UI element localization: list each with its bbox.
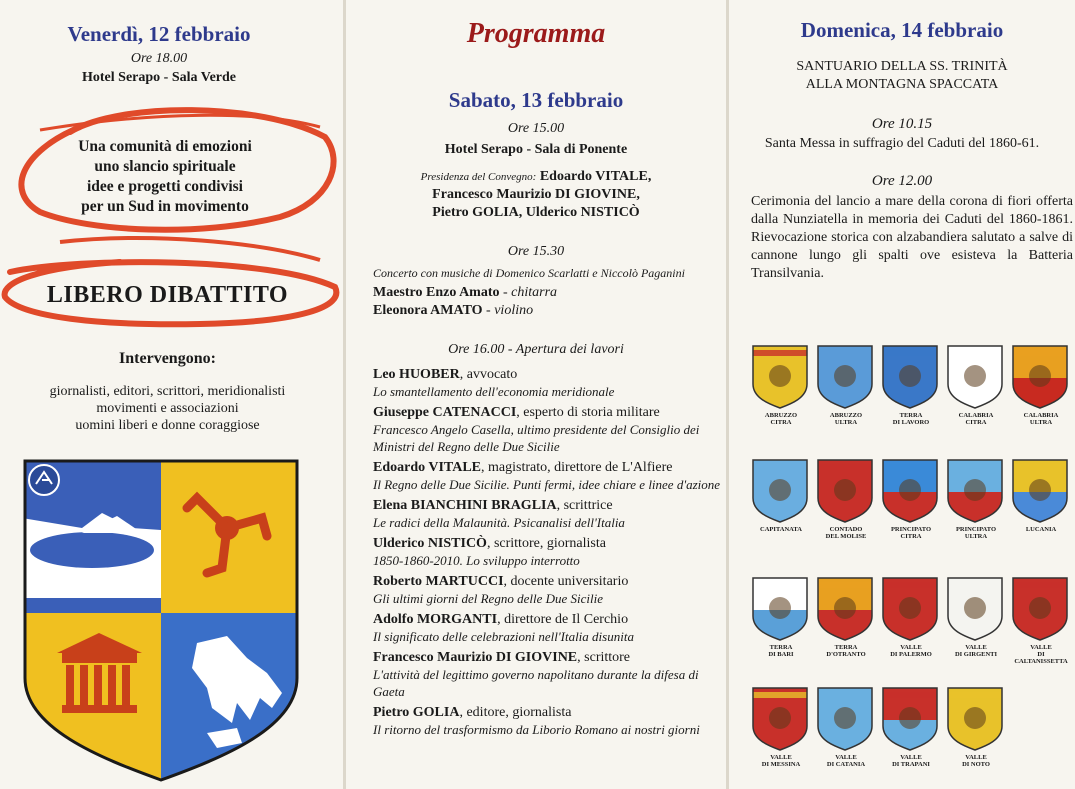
- speaker-entry: [373, 497, 723, 531]
- speaker-role: , magistrato, direttore de L'Alfiere: [481, 460, 673, 475]
- crest-label: CAPITANATA: [760, 526, 802, 533]
- speaker-name: Roberto MARTUCCI: [373, 574, 504, 589]
- mass-time: Ore 10.15: [871, 116, 933, 132]
- crest-label: TERRA DI LAVORO: [892, 412, 930, 426]
- friday-venue: Hotel Serapo - Sala Verde: [82, 70, 236, 85]
- speakers-heading: Intervengono:: [119, 350, 216, 367]
- crest-shield-icon: [946, 576, 1004, 642]
- concert-time: Ore 15.30: [507, 244, 565, 259]
- crest-label: TERRA D'OTRANTO: [826, 644, 866, 658]
- sunday-heading: Domenica, 14 febbraio: [800, 18, 1004, 42]
- crest-shield-icon: [946, 458, 1004, 524]
- speaker-topic: Francesco Angelo Casella, ultimo presidente del Consiglio dei Ministri del Regno delle Due Sicilie: [373, 422, 700, 454]
- speaker-entry: [373, 649, 723, 700]
- speaker-topic: Lo smantellamento dell'economia meridionale: [373, 384, 615, 399]
- speaker-role: , editore, giornalista: [459, 705, 572, 720]
- province-crest: [946, 686, 1006, 776]
- speaker-entry: [373, 573, 723, 607]
- crest-shield-icon: [751, 344, 809, 410]
- province-crest: [1011, 576, 1071, 666]
- crest-shield-icon: [1011, 344, 1069, 410]
- crest-label: PRINCIPATO CITRA: [890, 526, 932, 540]
- presidency: [346, 168, 726, 222]
- crest-label: CONTADO DEL MOLISE: [825, 526, 867, 540]
- speaker-role: , scrittore: [577, 650, 631, 665]
- saturday-venue: Hotel Serapo - Sala di Ponente: [444, 142, 628, 157]
- crest-shield-icon: [751, 686, 809, 752]
- province-crest: [946, 344, 1006, 434]
- crest-label: VALLE DI MESSINA: [761, 754, 801, 768]
- crest-label: VALLE DI CATANIA: [826, 754, 866, 768]
- province-crest: [881, 458, 941, 548]
- province-crest: [751, 344, 811, 434]
- speakers-text: [0, 383, 335, 434]
- musician-role: violino: [494, 303, 534, 318]
- crest-shield-icon: [751, 576, 809, 642]
- speaker-entry: [373, 404, 723, 455]
- crest-shield-icon: [881, 458, 939, 524]
- crest-shield-icon: [946, 686, 1004, 752]
- speaker-topic: Le radici della Malaunità. Psicanalisi dell'Italia: [373, 515, 625, 530]
- crest-label: VALLE DI CALTANISSETTA: [1014, 644, 1068, 665]
- sanctuary-line: ALLA MONTAGNA SPACCATA: [805, 77, 999, 92]
- speaker-name: Francesco Maurizio DI GIOVINE: [373, 650, 578, 665]
- presidency-name: Pietro GOLIA, Ulderico NISTICÒ: [432, 205, 640, 220]
- motto-line: uno slancio spirituale: [94, 158, 236, 175]
- speaker-role: , scrittore, giornalista: [486, 536, 606, 551]
- speaker-role: , avvocato: [459, 367, 518, 382]
- crest-label: VALLE DI NOTO: [962, 754, 990, 768]
- crest-label: VALLE DI PALERMO: [890, 644, 932, 658]
- speakers-line: uomini liberi e donne coraggiose: [75, 418, 260, 433]
- province-crest: [816, 344, 876, 434]
- right-panel: [729, 0, 1075, 789]
- speaker-name: Ulderico NISTICÒ: [373, 536, 487, 551]
- presidency-label: Presidenza del Convegno:: [420, 171, 537, 183]
- musician-role: chitarra: [511, 285, 558, 300]
- opening-line: Ore 16.00 - Apertura dei lavori: [448, 342, 624, 357]
- crest-label: CALABRIA ULTRA: [1023, 412, 1059, 426]
- saturday-time: Ore 15.00: [507, 121, 565, 136]
- speakers-line: movimenti e associazioni: [96, 401, 239, 416]
- musician: Eleonora AMATO - violino: [373, 303, 534, 318]
- ceremony-description: Cerimonia del lancio a mare della corona di fiori offerta dalla Nunziatella in memoria dei Caduti del 1860-1861. Rievocazione storica con alzabandiera salutato a salve di cannone lungo gli spalti ove esisteva la Batteria Transilvania.: [751, 194, 1073, 281]
- musician: Maestro Enzo Amato - chitarra: [373, 285, 558, 300]
- province-crest: [816, 686, 876, 776]
- motto-line: idee e progetti condivisi: [87, 178, 243, 195]
- province-crest: [816, 576, 876, 666]
- speakers-list: [373, 366, 723, 742]
- speaker-name: Leo HUOBER: [373, 367, 460, 382]
- speaker-name: Elena BIANCHINI BRAGLIA: [373, 498, 557, 513]
- speaker-topic: Il Regno delle Due Sicilie. Punti fermi, idee chiare e linee d'azione: [373, 477, 721, 492]
- crest-label: VALLE DI GIRGENTI: [954, 644, 998, 658]
- speaker-name: Giuseppe CATENACCI: [373, 405, 517, 420]
- crest-label: CALABRIA CITRA: [958, 412, 994, 426]
- crest-shield-icon: [816, 576, 874, 642]
- crest-shield-icon: [751, 458, 809, 524]
- speaker-name: Pietro GOLIA: [373, 705, 460, 720]
- two-sicilies-coat-of-arms: [22, 458, 300, 783]
- speaker-topic: 1850-1860-2010. Lo sviluppo interrotto: [373, 553, 580, 568]
- province-crest: [881, 576, 941, 666]
- crest-label: LUCANIA: [1025, 526, 1057, 533]
- province-crest: [751, 458, 811, 548]
- province-crest: [881, 344, 941, 434]
- province-crest: [1011, 458, 1071, 548]
- crest-label: ABRUZZO ULTRA: [829, 412, 863, 426]
- mass-description: Santa Messa in suffragio del Caduti del 1860-61.: [764, 136, 1040, 151]
- speaker-topic: L'attività del legittimo governo napolitano durante la difesa di Gaeta: [373, 667, 699, 699]
- opening-label: Apertura dei lavori: [515, 342, 624, 357]
- speaker-topic: Il ritorno del trasformismo da Liborio Romano ai nostri giorni: [373, 722, 700, 737]
- speakers-line: giornalisti, editori, scrittori, meridionalisti: [49, 384, 286, 399]
- crest-shield-icon: [816, 344, 874, 410]
- middle-panel: [346, 0, 726, 789]
- speaker-topic: Il significato delle celebrazioni nell'Italia disunita: [373, 629, 634, 644]
- speaker-name: Edoardo VITALE: [373, 460, 482, 475]
- friday-time: Ore 18.00: [130, 51, 188, 66]
- saturday-heading: Sabato, 13 febbraio: [448, 88, 624, 112]
- speaker-topic: Gli ultimi giorni del Regno delle Due Sicilie: [373, 591, 603, 606]
- friday-heading: Venerdì, 12 febbraio: [67, 22, 251, 46]
- province-crest: [1011, 344, 1071, 434]
- speaker-entry: [373, 704, 723, 738]
- crest-shield-icon: [1011, 458, 1069, 524]
- province-crest: [816, 458, 876, 548]
- motto-line: per un Sud in movimento: [81, 198, 249, 215]
- crest-shield-icon: [816, 686, 874, 752]
- speaker-role: , docente universitario: [503, 574, 629, 589]
- motto-line: Una comunità di emozioni: [78, 138, 252, 155]
- crest-shield-icon: [816, 458, 874, 524]
- ceremony-time: Ore 12.00: [871, 173, 933, 189]
- crest-label: ABRUZZO CITRA: [764, 412, 798, 426]
- crest-shield-icon: [946, 344, 1004, 410]
- speaker-role: , scrittrice: [556, 498, 613, 513]
- speaker-entry: [373, 611, 723, 645]
- province-crest: [946, 576, 1006, 666]
- concert-description: Concerto con musiche di Domenico Scarlatti e Niccolò Paganini: [373, 266, 685, 280]
- speaker-entry: [373, 366, 723, 400]
- program-title: Programma: [466, 18, 606, 49]
- province-crest: [751, 576, 811, 666]
- presidency-name: Edoardo VITALE,: [539, 169, 652, 184]
- crest-label: PRINCIPATO ULTRA: [955, 526, 997, 540]
- crest-label: VALLE DI TRAPANI: [892, 754, 930, 768]
- sanctuary-name: [729, 58, 1075, 94]
- speaker-entry: [373, 459, 723, 493]
- presidency-name: Francesco Maurizio DI GIOVINE,: [432, 187, 640, 202]
- musician-name: Maestro Enzo Amato: [373, 285, 500, 300]
- province-crest: [881, 686, 941, 776]
- speaker-entry: [373, 535, 723, 569]
- crest-shield-icon: [881, 686, 939, 752]
- province-crest: [751, 686, 811, 776]
- crest-label: TERRA DI BARI: [768, 644, 794, 658]
- opening-time: Ore 16.00: [448, 342, 505, 357]
- left-panel: [0, 0, 343, 789]
- speaker-role: , esperto di storia militare: [516, 405, 660, 420]
- debate-title: LIBERO DIBATTITO: [46, 282, 289, 308]
- speaker-name: Adolfo MORGANTI: [373, 612, 498, 627]
- crest-shield-icon: [881, 576, 939, 642]
- motto: [40, 137, 290, 217]
- musician-name: Eleonora AMATO: [373, 303, 483, 318]
- province-crest: [946, 458, 1006, 548]
- speaker-role: , direttore de Il Cerchio: [497, 612, 629, 627]
- sanctuary-line: SANTUARIO DELLA SS. TRINITÀ: [796, 59, 1008, 74]
- crest-shield-icon: [881, 344, 939, 410]
- crest-shield-icon: [1011, 576, 1069, 642]
